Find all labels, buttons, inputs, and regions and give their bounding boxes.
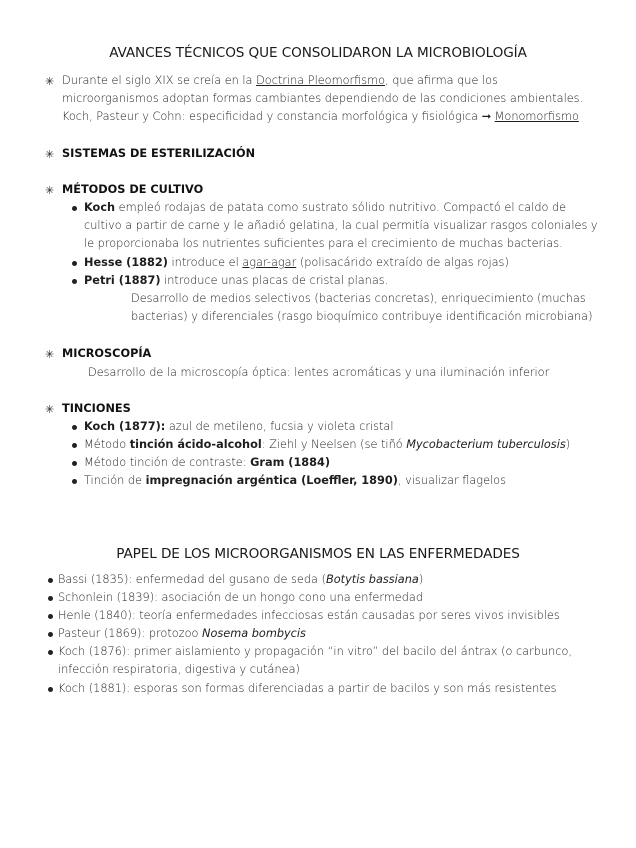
star-bullet-icon: ✳: [45, 75, 55, 88]
esterilizacion-heading: SISTEMAS DE ESTERILIZACIÓN: [62, 147, 256, 160]
enfermedad-item-5-line-2: infección respiratoria, digestiva y cutánea): [58, 663, 300, 676]
tincion-text: Tinción de: [84, 474, 146, 487]
bullet-dot-icon: [48, 578, 53, 583]
medios-line-1: Desarrollo de medios selectivos (bacterias concretas), enriquecimiento (muchas: [131, 292, 586, 305]
tincion-text: , visualizar flagelos: [397, 474, 506, 487]
hesse-text: introduce el: [167, 256, 243, 269]
star-bullet-icon: ✳: [45, 403, 55, 416]
hesse-text: (polisacárido extraído de algas rojas): [296, 256, 509, 269]
star-bullet-icon: ✳: [45, 184, 55, 197]
acido-alcohol-term: tinción ácido-alcohol: [129, 438, 262, 451]
monomorfismo-term: Monomorfismo: [494, 110, 579, 123]
bullet-dot-icon: [48, 632, 53, 637]
star-bullet-icon: ✳: [45, 148, 55, 161]
intro-text: Koch, Pasteur y Cohn: especificidad y constancia morfológica y fisiológica: [62, 110, 482, 123]
koch-cultivo-line-3: le proporcionaba los nutrientes suficientes para el crecimiento de muchas bacterias.: [84, 237, 563, 250]
tincion-text: Método tinción de contraste:: [84, 456, 251, 469]
botytis-term: Botytis bassiana: [325, 573, 419, 586]
gram-term: Gram (1884): [250, 456, 331, 469]
nosema-term: Nosema bombycis: [202, 627, 306, 640]
intro-line-3: [62, 108, 579, 126]
star-bullet-icon: ✳: [45, 348, 55, 361]
enfermedad-item-6: Koch (1881): esporas son formas diferenciadas a partir de bacilos y son más resistentes: [58, 682, 557, 695]
tincion-item-2: [84, 436, 570, 454]
bullet-dot-icon: [72, 461, 77, 466]
bullet-dot-icon: [72, 206, 77, 211]
enfermedad-item-4: [58, 625, 306, 643]
argentica-term: impregnación argéntica (Loeffler, 1890): [145, 474, 398, 487]
tincion-text: : Ziehl y Neelsen (se tiñó: [261, 438, 407, 451]
microscopia-heading: MICROSCOPÍA: [62, 347, 152, 360]
petri-name: Petri (1887): [84, 274, 161, 287]
petri-line: [84, 272, 388, 290]
hesse-name: Hesse (1882): [84, 256, 168, 269]
bullet-dot-icon: [48, 596, 53, 601]
tincion-text: azul de metileno, fucsia y violeta cristal: [165, 420, 394, 433]
mycobacterium-term: Mycobacterium tuberculosis: [406, 438, 566, 451]
enfermedad-item-2: Schonlein (1839): asociación de un hongo cono una enfermedad: [58, 591, 424, 604]
tincion-text: ): [565, 438, 571, 451]
medios-line-2: bacterias) y diferenciales (rasgo bioquímico contribuye identificación microbiana): [131, 310, 593, 323]
pleomorfismo-term: Doctrina Pleomorfismo: [256, 74, 386, 87]
bullet-dot-icon: [72, 443, 77, 448]
section1-title: AVANCES TÉCNICOS QUE CONSOLIDARON LA MICROBIOLOGÍA: [109, 45, 527, 61]
koch-cultivo-line-1: [84, 199, 566, 217]
arrow-right-icon: ➞: [481, 110, 492, 123]
microscopia-text: Desarrollo de la microscopía óptica: lentes acromáticas y una iluminación inferior: [88, 366, 550, 379]
petri-text: introduce unas placas de cristal planas.: [160, 274, 389, 287]
koch-name: Koch: [84, 201, 116, 214]
intro-line-2: microorganismos adoptan formas cambiantes dependiendo de las condiciones ambientales.: [62, 92, 584, 105]
koch-cultivo-line-2: cultivo a partir de carne y le añadió gelatina, la cual permitía visualizar rasgos coloniales y: [84, 219, 598, 232]
enfermedad-item-1: [58, 571, 423, 589]
intro-text: , que afirma que los: [385, 74, 498, 87]
tincion-item-1: [84, 418, 394, 436]
item-text: Pasteur (1869): protozoo: [58, 627, 203, 640]
cultivo-heading: MÉTODOS DE CULTIVO: [62, 183, 204, 196]
koch-text: empleó rodajas de patata como sustrato sólido nutritivo. Compactó el caldo de: [115, 201, 567, 214]
bullet-dot-icon: [72, 279, 77, 284]
enfermedad-item-3: Henle (1840): teoría enfermedades infecciosas están causadas por seres vivos invisibles: [58, 609, 560, 622]
item-text: Bassi (1835): enfermedad del gusano de seda (: [58, 573, 326, 586]
tinciones-heading: TINCIONES: [62, 402, 131, 415]
section2-title: PAPEL DE LOS MICROORGANISMOS EN LAS ENFERMEDADES: [116, 546, 520, 562]
tincion-item-4: [84, 472, 506, 490]
item-text: ): [418, 573, 424, 586]
bullet-dot-icon: [48, 614, 53, 619]
koch-1877: Koch (1877):: [84, 420, 166, 433]
tincion-text: Método: [84, 438, 130, 451]
tincion-item-3: [84, 454, 330, 472]
bullet-dot-icon: [72, 261, 77, 266]
intro-text: Durante el siglo XIX se creía en la: [62, 74, 257, 87]
enfermedad-item-5-line-1: Koch (1876): primer aislamiento y propagación “in vitro” del bacilo del ántrax (o carbunco,: [58, 645, 572, 658]
bullet-dot-icon: [72, 479, 77, 484]
bullet-dot-icon: [72, 425, 77, 430]
intro-line-1: [62, 72, 498, 90]
hesse-line: [84, 254, 509, 272]
bullet-dot-icon: [48, 687, 53, 692]
agar-term: agar-agar: [242, 256, 297, 269]
bullet-dot-icon: [48, 650, 53, 655]
